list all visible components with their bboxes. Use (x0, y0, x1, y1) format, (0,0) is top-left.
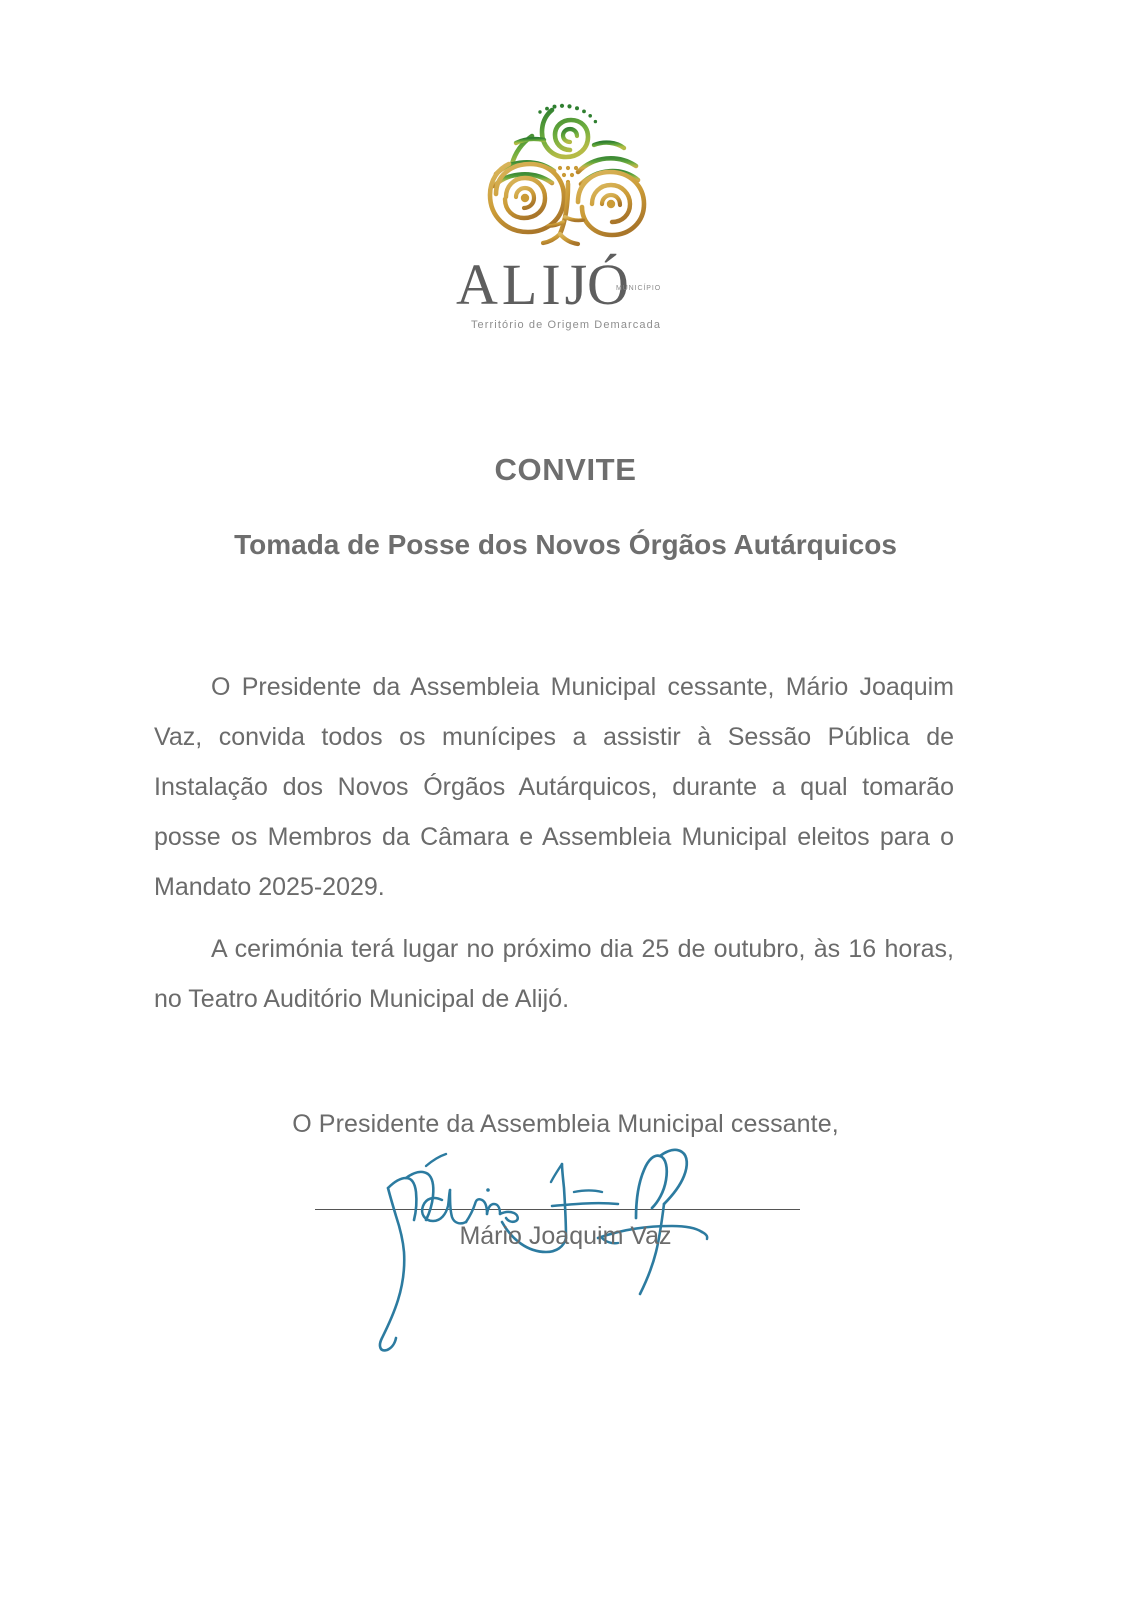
body-paragraph-1: O Presidente da Assembleia Municipal cessante, Mário Joaquim Vaz, convida todos os munícipes a assistir à Sessão Pública de Instalação dos Novos Órgãos Autárquicos, durante a qual tomarão posse os Membros da Câmara e Assembleia Municipal eleitos para o Mandato 2025-2029. (154, 673, 954, 901)
svg-text:MUNICÍPIO: MUNICÍPIO (615, 285, 661, 292)
alijo-emblem-icon (466, 98, 666, 250)
page-title: CONVITE (494, 452, 637, 487)
handwritten-signature-icon (330, 1122, 750, 1382)
body-paragraph-2: A cerimónia terá lugar no próximo dia 25 de outubro, às 16 horas, no Teatro Auditório Municipal de Alijó. (154, 935, 954, 1013)
municipality-logo (0, 98, 1131, 333)
svg-text:Território de Origem Demarcada: Território de Origem Demarcada (470, 319, 661, 331)
svg-text:ALIJ: ALIJ (455, 252, 591, 314)
alijo-wordmark (456, 252, 676, 314)
signature-area (0, 1187, 1131, 1447)
svg-text:Ó: Ó (586, 252, 629, 314)
signature-intro-text: O Presidente da Assembleia Municipal cessante, (292, 1110, 839, 1138)
signatory-name: Mário Joaquim Vaz (459, 1222, 672, 1250)
invitation-body (154, 662, 954, 1024)
signature-block (0, 1110, 1131, 1447)
page-subtitle: Tomada de Posse dos Novos Órgãos Autárquicos (234, 529, 897, 560)
alijo-tagline (436, 315, 696, 333)
